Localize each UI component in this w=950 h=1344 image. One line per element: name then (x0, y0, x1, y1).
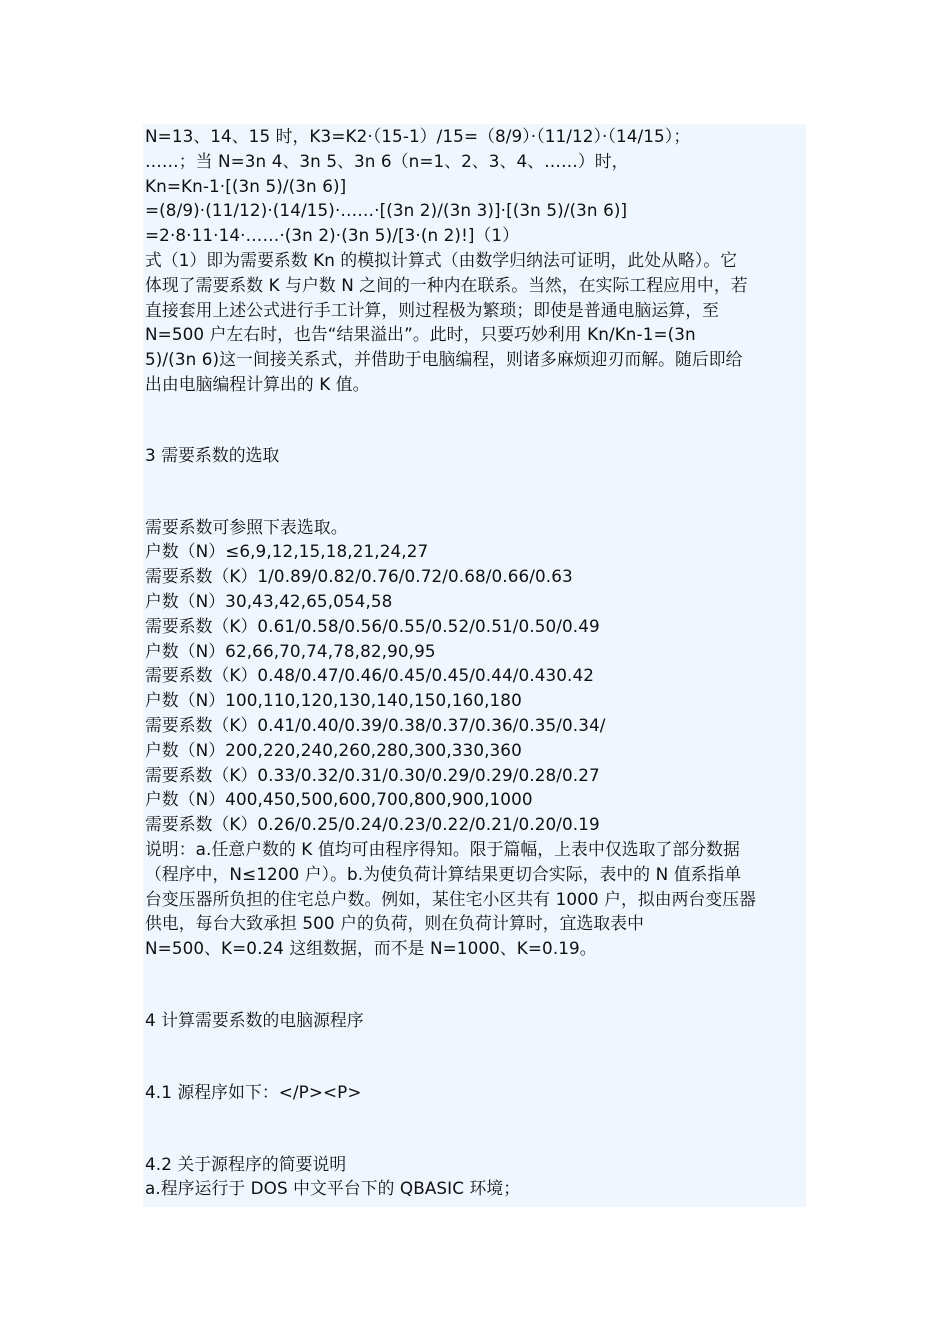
section-heading-3: 3 需要系数的选取 (145, 444, 280, 465)
table-row: 户数（N）200,220,240,260,280,300,330,360 (145, 739, 522, 760)
table-row: 户数（N）62,66,70,74,78,82,90,95 (145, 640, 436, 661)
table-row: 户数（N）400,450,500,600,700,800,900,1000 (145, 789, 533, 810)
text-line: =2·8·11·14·……·(3n 2)·(3n 5)/[3·(n 2)!]（1） (145, 225, 520, 246)
text-line: （程序中，N≤1200 户）。b.为使负荷计算结果更切合实际，表中的 N 值系指单 (145, 863, 742, 884)
text-line: N=500 户左右时，也告“结果溢出”。此时，只要巧妙利用 Kn/Kn-1=(3n (145, 324, 696, 345)
text-line: 台变压器所负担的住宅总户数。例如，某住宅小区共有 1000 户，拟由两台变压器 (145, 888, 757, 909)
formula-paragraph (145, 124, 805, 397)
text-line: N=500、K=0.24 这组数据，而不是 N=1000、K=0.19。 (145, 938, 597, 959)
subsection-heading-4-2: 4.2 关于源程序的简要说明 (145, 1153, 347, 1174)
table-row: 需要系数（K）0.26/0.25/0.24/0.23/0.22/0.21/0.20/0.19 (145, 814, 600, 835)
text-line: 说明：a.任意户数的 K 值均可由程序得知。限于篇幅，上表中仅选取了部分数据 (145, 838, 740, 859)
text-line: ……；当 N=3n 4、3n 5、3n 6（n=1、2、3、4、……）时， (145, 150, 629, 171)
section-heading-4: 4 计算需要系数的电脑源程序 (145, 1009, 364, 1030)
text-line: N=13、14、15 时，K3=K2·（15-1）/15=（8/9）·（11/12）·（14/15）； (145, 126, 691, 146)
table-row: 需要系数（K）1/0.89/0.82/0.76/0.72/0.68/0.66/0.63 (145, 566, 573, 587)
note-paragraph (145, 837, 805, 961)
subsection-heading-4-1: 4.1 源程序如下：</P><P> (145, 1081, 362, 1102)
text-line: =(8/9)·(11/12)·(14/15)·……·[(3n 2)/(3n 3)]·[(3n 5)/(3n 6)] (145, 200, 628, 221)
text-line: Kn=Kn-1·[(3n 5)/(3n 6)] (145, 175, 347, 196)
table-row: 户数（N）30,43,42,65,054,58 (145, 590, 393, 611)
text-line: 出由电脑编程计算出的 K 值。 (145, 373, 370, 394)
table-row: 户数（N）100,110,120,130,140,150,160,180 (145, 690, 522, 711)
text-line: a.程序运行于 DOS 中文平台下的 QBASIC 环境； (145, 1178, 521, 1199)
coefficient-table (145, 539, 805, 837)
text-line: 体现了需要系数 K 与户数 N 之间的一种内在联系。当然，在实际工程应用中，若 (145, 274, 748, 295)
table-row: 需要系数（K）0.33/0.32/0.31/0.30/0.29/0.29/0.28/0.27 (145, 764, 600, 785)
text-line: 供电，每台大致承担 500 户的负荷，则在负荷计算时，宜选取表中 (145, 913, 644, 934)
text-line: 直接套用上述公式进行手工计算，则过程极为繁琐；即使是普通电脑运算，至 (145, 299, 719, 320)
text-line: 5)/(3n 6)这一间接关系式，并借助于电脑编程，则诸多麻烦迎刃而解。随后即给 (145, 349, 743, 370)
table-row: 需要系数（K）0.61/0.58/0.56/0.55/0.52/0.51/0.50/0.49 (145, 615, 600, 636)
table-row: 户数（N）≤6,9,12,15,18,21,24,27 (145, 541, 429, 562)
document-body (145, 124, 805, 1201)
table-row: 需要系数（K）0.48/0.47/0.46/0.45/0.45/0.44/0.430.42 (145, 665, 595, 686)
table-intro: 需要系数可参照下表选取。 (145, 516, 348, 537)
table-row: 需要系数（K）0.41/0.40/0.39/0.38/0.37/0.36/0.35/0.34/ (145, 714, 606, 735)
text-line: 式（1）即为需要系数 Kn 的模拟计算式（由数学归纳法可证明，此处从略）。它 (145, 249, 738, 270)
